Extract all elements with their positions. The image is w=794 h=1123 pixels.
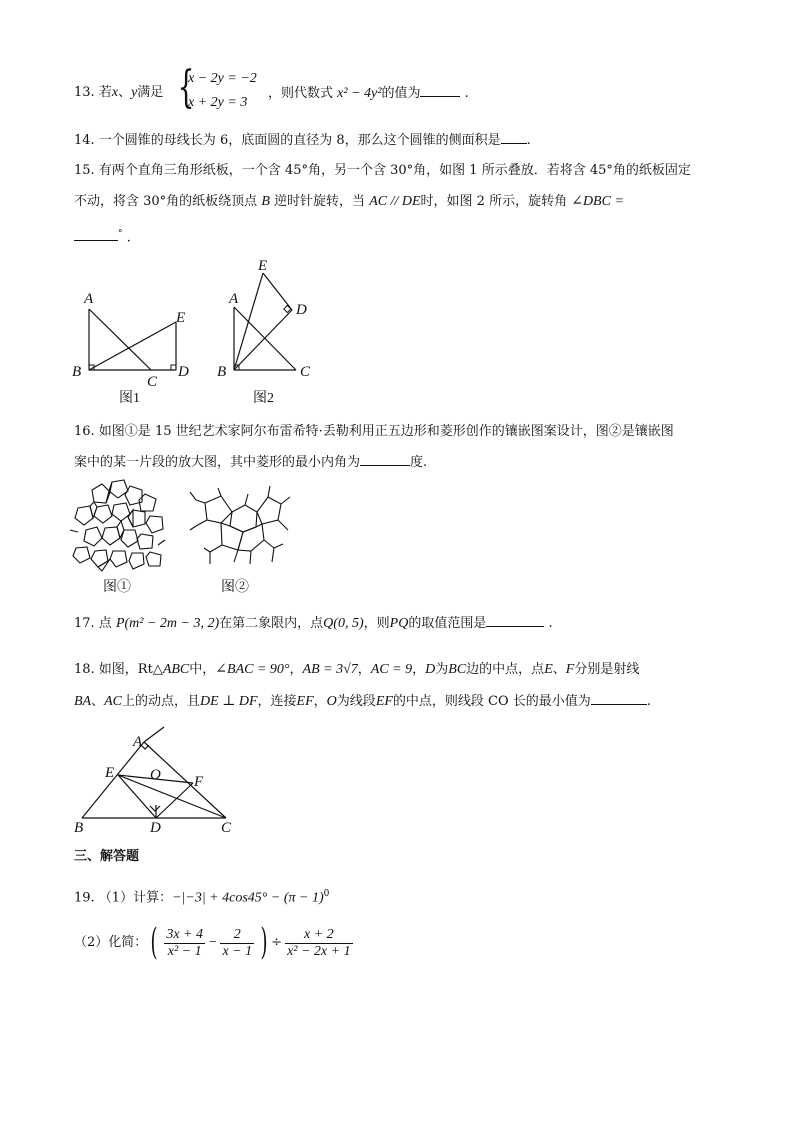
period: . — [646, 694, 651, 709]
length-AC: AC = 9 — [370, 662, 413, 677]
period: . — [548, 616, 553, 631]
fraction-2-numerator: 2 — [220, 927, 254, 944]
q18-label-O: O — [150, 767, 161, 783]
fig2-label-C: C — [300, 364, 311, 380]
division-sign: ÷ — [271, 935, 283, 950]
q15-text-b: 逆时针旋转，当 — [274, 194, 366, 209]
period: . — [464, 86, 469, 101]
length-AB: AB = 3√7 — [302, 662, 358, 677]
q19-label-2: （2）化简： — [74, 935, 148, 950]
fig2-label-B: B — [217, 364, 227, 380]
q18-label-F: F — [194, 774, 204, 790]
q18-text-g2: 为线段 — [336, 694, 376, 709]
q18-text-h: 分别是射线 — [574, 662, 640, 677]
minus-sign: − — [208, 935, 218, 950]
q14-text: 14. 一个圆锥的母线长为 6，底面圆的直径为 8，那么这个圆锥的侧面积是 — [74, 133, 501, 148]
fig2-label-A: A — [229, 291, 239, 307]
q18-label-D: D — [150, 820, 161, 836]
point-E: E — [544, 662, 553, 677]
segment-EF: EF — [375, 694, 393, 709]
fraction-3-numerator: x + 2 — [285, 927, 353, 944]
q16-text: 案中的某一片段的放大图，其中菱形的最小内角为 — [74, 455, 361, 470]
q18-label-B: B — [74, 820, 84, 836]
q13-sep: 、 — [118, 85, 132, 100]
equation-system-brace: { — [177, 62, 195, 113]
fig2-label-E: E — [258, 258, 268, 274]
ray-BA: BA — [74, 694, 92, 709]
fig1-label-B: B — [72, 364, 82, 380]
q18-comma: ， — [313, 694, 327, 709]
tiling-caption-2: 图② — [221, 580, 249, 595]
degree-sign: ° — [118, 229, 123, 239]
q17-text-b: 在第二象限内，点 — [219, 616, 324, 631]
q17-text-d: 的取值范围是 — [408, 616, 487, 631]
q13-text-ruo: 若 — [98, 85, 112, 100]
right-paren: ) — [260, 922, 268, 963]
q18-text-f: 为 — [435, 662, 449, 677]
fraction-1-numerator: 3x + 4 — [166, 926, 203, 942]
fraction-3 — [285, 927, 353, 960]
q13-text-satisfy: 满足 — [137, 85, 164, 100]
fig1-label-C: C — [147, 374, 158, 390]
q13-number: 13. — [74, 85, 95, 100]
point-F: F — [565, 662, 575, 677]
q18-text-h2: 的中点，则线段 CO 长的最小值为 — [392, 694, 591, 709]
var-y: y — [131, 85, 138, 100]
var-B: B — [261, 194, 270, 209]
fig1-label-D: D — [178, 364, 189, 380]
triangle-ABC: ABC — [162, 662, 190, 677]
period: . — [526, 133, 531, 148]
fig1-label-E: E — [176, 310, 186, 326]
q18-comma: ， — [412, 662, 426, 677]
q17-text-c: ，则 — [363, 616, 390, 631]
q15-text-c: 时，如图 2 所示，旋转角 — [420, 194, 568, 209]
q19-part-2 — [74, 922, 356, 963]
point-Q: Q — [323, 616, 334, 631]
point-O: O — [326, 694, 337, 709]
point-D: D — [425, 662, 436, 677]
point-P-coord: (m² − 2m − 3, 2) — [124, 616, 220, 631]
q18-text-b: 中， — [189, 662, 216, 677]
q13-expression: x² − 4y² — [337, 86, 382, 101]
q16-unit: 度. — [410, 455, 428, 470]
q16-line-1: 16. 如图①是 15 世纪艺术家阿尔布雷希特·丢勒利用正五边形和菱形创作的镶嵌图案设计，图②是镶嵌图 — [74, 424, 674, 439]
q18-label-A: A — [133, 734, 143, 750]
q18-label-E: E — [105, 765, 115, 781]
q13-text-mid: ，则代数式 — [268, 86, 334, 101]
q18-sep: 、 — [552, 662, 566, 677]
rotation-angle: ∠DBC = — [571, 194, 624, 209]
q13-text-tail: 的值为 — [381, 86, 421, 101]
point-Q-coord: (0, 5) — [333, 616, 364, 631]
q18-sep: 、 — [91, 694, 105, 709]
q18-text-g: 边的中点，点 — [466, 662, 545, 677]
q18-comma: ， — [357, 662, 371, 677]
q19-label-1: 19. （1）计算： — [74, 890, 173, 906]
perpendicular-condition: DE ⊥ DF — [200, 694, 258, 709]
q18-text-a: 18. 如图，Rt△ — [74, 662, 163, 677]
segment-PQ: PQ — [389, 616, 409, 631]
section-title: 三、解答题 — [74, 849, 140, 864]
side-BC: BC — [448, 662, 467, 677]
var-x: x — [111, 85, 119, 100]
exponent-zero: 0 — [323, 889, 330, 899]
segment-EF: EF — [296, 694, 314, 709]
q18-comma: ， — [289, 662, 303, 677]
tiling-caption-1: 图① — [103, 580, 131, 595]
q17-text-a: 17. 点 — [74, 616, 112, 631]
ray-AC: AC — [104, 694, 123, 709]
q19-part-1 — [74, 885, 329, 907]
fig1-caption: 图1 — [119, 391, 140, 406]
q18-text-d: 上的动点，且 — [122, 694, 201, 709]
angle-BAC: ∠BAC = 90° — [215, 662, 290, 677]
q19-expression-1: −|−3| + 4cos45° − (π − 1) — [172, 890, 324, 906]
q18-label-C: C — [221, 820, 232, 836]
fig1-label-A: A — [84, 291, 94, 307]
left-paren: ( — [150, 922, 158, 963]
period: . — [126, 230, 131, 246]
fig2-label-D: D — [296, 302, 307, 318]
q18-text-e: ，连接 — [257, 694, 297, 709]
fraction-1-denominator: x² − 1 — [167, 943, 202, 959]
point-P: P — [115, 616, 125, 631]
parallel-condition: AC // DE — [369, 194, 421, 209]
fraction-3-denominator: x² − 2x + 1 — [287, 943, 351, 959]
q15-text-a: 不动，将含 30°角的纸板绕顶点 — [74, 194, 258, 209]
fraction-2 — [220, 927, 254, 960]
q15-line-1: 15. 有两个直角三角形纸板，一个含 45°角，另一个含 30°角，如图 1 所示叠放．若将含 45°角的纸板固定 — [74, 163, 691, 178]
equation-1: x − 2y = −2 — [188, 71, 257, 86]
equation-2: x + 2y = 3 — [188, 95, 248, 110]
fig2-caption: 图2 — [253, 391, 274, 406]
fraction-1 — [164, 927, 205, 960]
fraction-2-denominator: x − 1 — [222, 943, 253, 959]
